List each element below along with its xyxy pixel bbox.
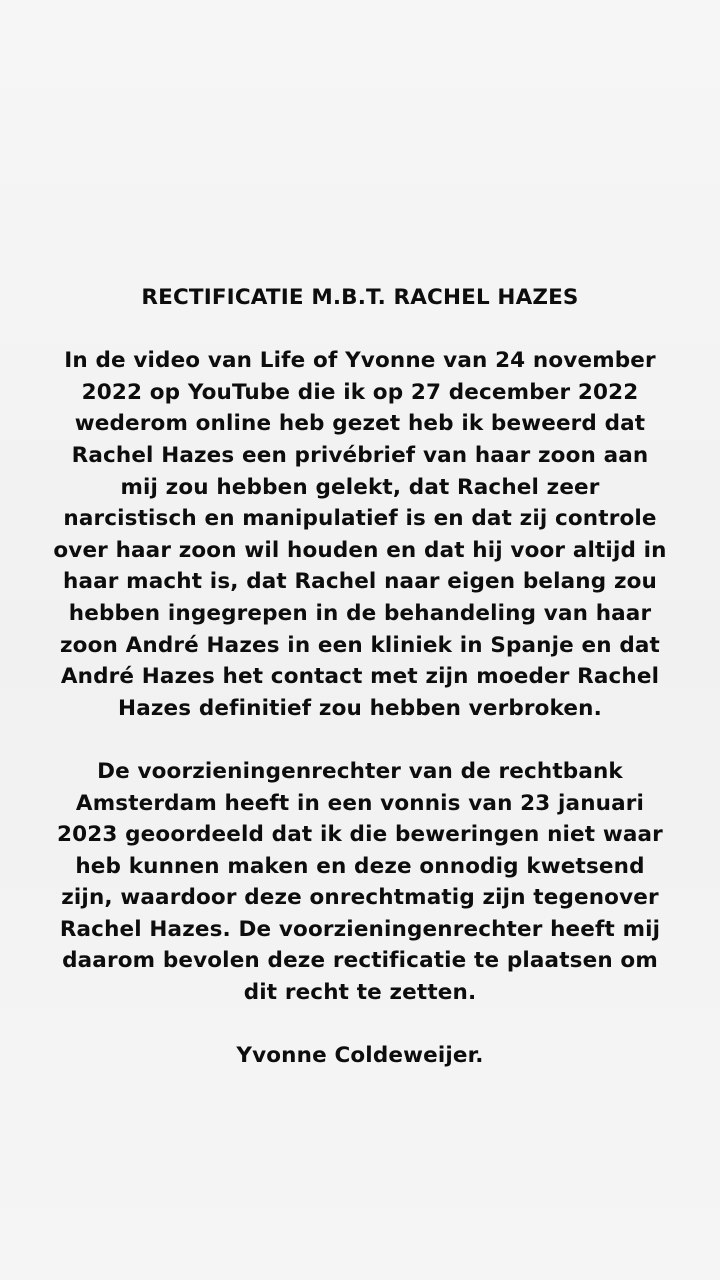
text-line: 2023 geoordeeld dat ik die beweringen niet waar — [57, 822, 663, 848]
text-line: mij zou hebben gelekt, dat Rachel zeer — [120, 474, 600, 500]
paragraph-gap — [0, 314, 720, 346]
text-line: zijn, waardoor deze onrechtmatig zijn tegenover — [61, 885, 659, 911]
rectification-notice — [0, 282, 720, 1072]
text-line: Rachel Hazes een privébrief van haar zoon aan — [71, 442, 649, 468]
text-line: De voorzieningenrechter van de rechtbank — [97, 758, 623, 784]
text-line: Amsterdam heeft in een vonnis van 23 januari — [75, 790, 645, 816]
text-line: zoon André Hazes in een kliniek in Spanje en dat — [60, 632, 660, 658]
paragraph-claims — [0, 345, 720, 724]
text-line: narcistisch en manipulatief is en dat zij controle — [63, 506, 657, 532]
text-line: daarom bevolen deze rectificatie te plaatsen om — [62, 948, 658, 974]
text-line: haar macht is, dat Rachel naar eigen belang zou — [63, 569, 657, 595]
text-line: In de video van Life of Yvonne van 24 november — [64, 348, 656, 374]
text-line: wederom online heb gezet heb ik beweerd dat — [74, 411, 646, 437]
notice-title: RECTIFICATIE M.B.T. RACHEL HAZES — [141, 285, 579, 310]
text-line: dit recht te zetten. — [243, 980, 477, 1006]
paragraph-gap — [0, 1009, 720, 1041]
text-line: heb kunnen maken en deze onnodig kwetsend — [75, 853, 645, 879]
text-line: Hazes definitief zou hebben verbroken. — [118, 695, 602, 721]
paragraph-ruling — [0, 756, 720, 1009]
text-line: André Hazes het contact met zijn moeder Rachel — [60, 664, 660, 690]
paragraph-gap — [0, 724, 720, 756]
text-line: over haar zoon wil houden en dat hij voor altijd in — [53, 537, 667, 563]
signature: Yvonne Coldeweijer. — [236, 1043, 484, 1069]
text-line: hebben ingegrepen in de behandeling van haar — [68, 600, 652, 626]
text-line: Rachel Hazes. De voorzieningenrechter heeft mij — [59, 916, 661, 942]
text-line: 2022 op YouTube die ik op 27 december 2022 — [81, 379, 639, 405]
